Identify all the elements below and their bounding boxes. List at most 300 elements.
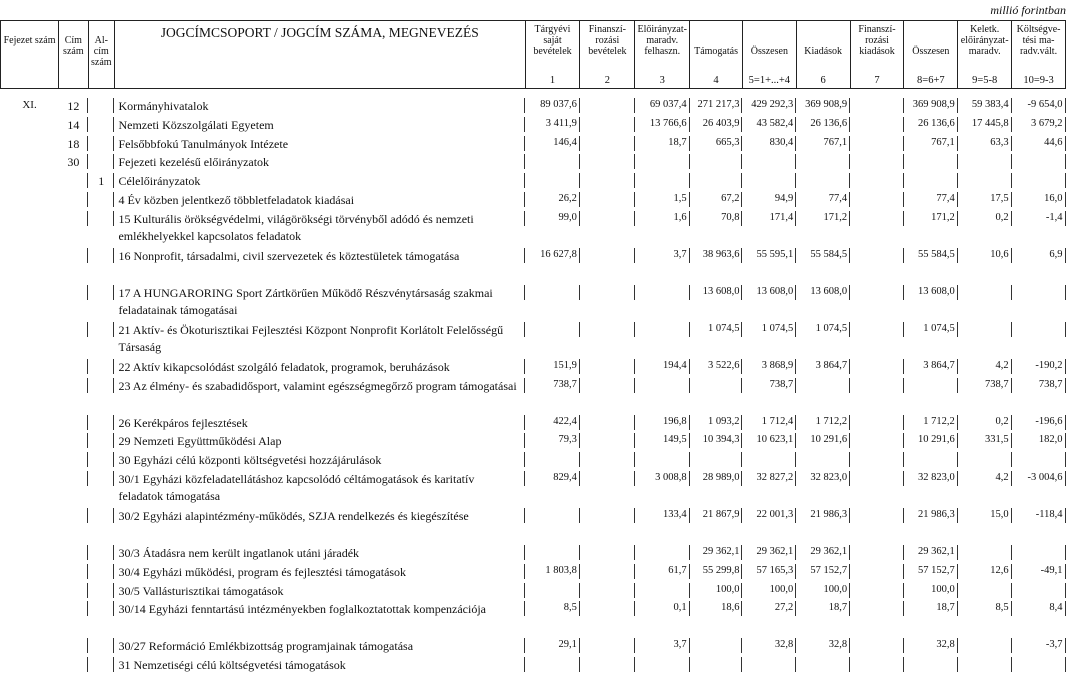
value-cell-col-3: 149,5 (635, 432, 690, 451)
header-col-number: 7 (874, 75, 880, 86)
value-cell-col-10: 16,0 (1012, 191, 1066, 210)
value-cell-col-9: 59 383,4 (958, 97, 1012, 116)
value-cell-col-5: 830,4 (742, 135, 796, 154)
value-cell-col-2 (580, 544, 635, 563)
value-cell-col-7 (850, 414, 904, 433)
cim-cell (59, 247, 89, 284)
fejezet-cell (1, 116, 59, 135)
cim-cell: 14 (59, 116, 89, 135)
table-row (1, 470, 1066, 507)
fejezet-cell (1, 544, 59, 563)
value-cell-col-7 (850, 432, 904, 451)
value-cell-col-10 (1012, 153, 1066, 172)
value-cell-col-5: 738,7 (742, 377, 796, 414)
cim-cell (59, 432, 89, 451)
cim-cell (59, 191, 89, 210)
header-col-9 (958, 21, 1012, 89)
alcim-cell (88, 284, 114, 321)
value-cell-col-2 (580, 153, 635, 172)
value-cell-col-4: 271 217,3 (690, 97, 743, 116)
header-title: JOGCÍMCSOPORT / JOGCÍM SZÁMA, MEGNEVEZÉS (114, 21, 525, 89)
value-cell-col-8: 100,0 (904, 582, 958, 601)
value-cell-col-10 (1012, 582, 1066, 601)
value-cell-col-5: 94,9 (742, 191, 796, 210)
value-cell-col-5: 13 608,0 (742, 284, 796, 321)
value-cell-col-2 (580, 135, 635, 154)
value-cell-col-7 (850, 321, 904, 358)
table-row (1, 414, 1066, 433)
header-col-5 (742, 21, 796, 89)
table-row (1, 153, 1066, 172)
fejezet-cell (1, 210, 59, 247)
header-col-3 (635, 21, 690, 89)
value-cell-col-1 (525, 656, 580, 675)
name-cell: 21 Aktív- és Ökoturisztikai Fejlesztési Központ Nonprofit Korlátolt Felelősségű Társaság (114, 321, 525, 358)
value-cell-col-2 (580, 172, 635, 191)
alcim-cell (88, 321, 114, 358)
value-cell-col-5 (742, 656, 796, 675)
name-cell: 22 Aktív kikapcsolódást szolgáló feladatok, programok, beruházások (114, 358, 525, 377)
value-cell-col-5: 22 001,3 (742, 507, 796, 544)
cim-cell: 12 (59, 97, 89, 116)
value-cell-col-7 (850, 116, 904, 135)
value-cell-col-5 (742, 451, 796, 470)
value-cell-col-6: 32,8 (796, 637, 850, 656)
cim-cell (59, 582, 89, 601)
value-cell-col-6: 100,0 (796, 582, 850, 601)
name-cell: Fejezeti kezelésű előirányzatok (114, 153, 525, 172)
cim-cell (59, 172, 89, 191)
value-cell-col-4 (690, 451, 743, 470)
value-cell-col-4: 29 362,1 (690, 544, 743, 563)
value-cell-col-3: 69 037,4 (635, 97, 690, 116)
value-cell-col-9 (958, 153, 1012, 172)
alcim-cell (88, 358, 114, 377)
header-col-8 (904, 21, 958, 89)
value-cell-col-10: -3,7 (1012, 637, 1066, 656)
value-cell-col-7 (850, 582, 904, 601)
value-cell-col-10 (1012, 451, 1066, 470)
value-cell-col-5: 29 362,1 (742, 544, 796, 563)
unit-label: millió forintban (990, 3, 1066, 17)
value-cell-col-9 (958, 582, 1012, 601)
cim-cell (59, 414, 89, 433)
value-cell-col-4: 28 989,0 (690, 470, 743, 507)
value-cell-col-8 (904, 377, 958, 414)
value-cell-col-7 (850, 656, 904, 675)
value-cell-col-8: 369 908,9 (904, 97, 958, 116)
value-cell-col-10 (1012, 544, 1066, 563)
fejezet-cell (1, 600, 59, 637)
table-row (1, 544, 1066, 563)
fejezet-cell: XI. (22, 99, 37, 111)
header-col-6 (796, 21, 850, 89)
name-cell: 4 Év közben jelentkező többletfeladatok kiadásai (114, 191, 525, 210)
value-cell-col-9 (958, 284, 1012, 321)
fejezet-cell (1, 432, 59, 451)
value-cell-col-4 (690, 153, 743, 172)
table-row (1, 582, 1066, 601)
header-col-number: 10=9-3 (1023, 75, 1054, 86)
header-alcim: Al-cím szám (88, 21, 114, 89)
cim-cell (59, 507, 89, 544)
alcim-cell: 1 (88, 172, 114, 191)
name-cell: 30/2 Egyházi alapintézmény-működés, SZJA rendelkezés és kiegészítése (114, 507, 525, 544)
value-cell-col-10: 3 679,2 (1012, 116, 1066, 135)
value-cell-col-1: 1 803,8 (525, 563, 580, 582)
value-cell-col-6 (796, 153, 850, 172)
cim-cell (59, 377, 89, 414)
header-cim: Cím szám (59, 21, 89, 89)
value-cell-col-6 (796, 451, 850, 470)
value-cell-col-10: -196,6 (1012, 414, 1066, 433)
value-cell-col-5: 171,4 (742, 210, 796, 247)
fejezet-cell (1, 247, 59, 284)
value-cell-col-9: 0,2 (958, 414, 1012, 433)
value-cell-col-8: 55 584,5 (904, 247, 958, 284)
name-cell: 30/4 Egyházi működési, program és fejlesztési támogatások (114, 563, 525, 582)
value-cell-col-10: -1,4 (1012, 210, 1066, 247)
header-row (1, 21, 1066, 89)
value-cell-col-3 (635, 377, 690, 414)
cim-cell (59, 321, 89, 358)
alcim-cell (88, 135, 114, 154)
value-cell-col-5: 57 165,3 (742, 563, 796, 582)
value-cell-col-1: 79,3 (525, 432, 580, 451)
value-cell-col-1 (525, 507, 580, 544)
value-cell-col-7 (850, 284, 904, 321)
header-fejezet: Fejezet szám (1, 21, 59, 89)
header-col-1 (525, 21, 580, 89)
name-cell: Nemzeti Közszolgálati Egyetem (114, 116, 525, 135)
cim-cell (59, 544, 89, 563)
value-cell-col-1: 8,5 (525, 600, 580, 637)
header-col-4 (690, 21, 743, 89)
value-cell-col-5: 1 074,5 (742, 321, 796, 358)
value-cell-col-1: 29,1 (525, 637, 580, 656)
value-cell-col-9: 17,5 (958, 191, 1012, 210)
fejezet-cell (1, 451, 59, 470)
table-row (1, 116, 1066, 135)
alcim-cell (88, 377, 114, 414)
value-cell-col-2 (580, 600, 635, 637)
value-cell-col-7 (850, 135, 904, 154)
value-cell-col-7 (850, 247, 904, 284)
table-row (1, 656, 1066, 675)
alcim-cell (88, 600, 114, 637)
value-cell-col-1 (525, 153, 580, 172)
value-cell-col-3 (635, 656, 690, 675)
header-col-number: 6 (820, 75, 826, 86)
value-cell-col-3: 194,4 (635, 358, 690, 377)
header-col-label: Kiadások (804, 46, 843, 57)
value-cell-col-8: 1 712,2 (904, 414, 958, 433)
cim-cell (59, 470, 89, 507)
value-cell-col-2 (580, 507, 635, 544)
value-cell-col-9 (958, 321, 1012, 358)
value-cell-col-2 (580, 432, 635, 451)
value-cell-col-6: 29 362,1 (796, 544, 850, 563)
header-col-number: 9=5-8 (972, 75, 998, 86)
value-cell-col-9: 4,2 (958, 470, 1012, 507)
value-cell-col-8: 1 074,5 (904, 321, 958, 358)
cim-cell: 30 (59, 153, 89, 172)
cim-cell (59, 600, 89, 637)
value-cell-col-6 (796, 377, 850, 414)
table-row (1, 172, 1066, 191)
alcim-cell (88, 470, 114, 507)
name-cell: 29 Nemzeti Együttműködési Alap (114, 432, 525, 451)
value-cell-col-2 (580, 321, 635, 358)
value-cell-col-10: -9 654,0 (1012, 97, 1066, 116)
value-cell-col-6: 767,1 (796, 135, 850, 154)
header-col-7 (850, 21, 904, 89)
alcim-cell (88, 507, 114, 544)
value-cell-col-8: 21 986,3 (904, 507, 958, 544)
value-cell-col-8 (904, 656, 958, 675)
header-col-number: 4 (713, 75, 719, 86)
value-cell-col-3 (635, 153, 690, 172)
value-cell-col-6: 26 136,6 (796, 116, 850, 135)
value-cell-col-1: 738,7 (525, 377, 580, 414)
alcim-cell (88, 432, 114, 451)
value-cell-col-1: 16 627,8 (525, 247, 580, 284)
value-cell-col-7 (850, 544, 904, 563)
header-col-label: Finanszí-rozási bevételek (588, 24, 627, 57)
value-cell-col-4: 100,0 (690, 582, 743, 601)
value-cell-col-7 (850, 507, 904, 544)
value-cell-col-3: 3,7 (635, 637, 690, 656)
fejezet-cell (1, 414, 59, 433)
value-cell-col-6 (796, 656, 850, 675)
value-cell-col-6: 77,4 (796, 191, 850, 210)
value-cell-col-6: 369 908,9 (796, 97, 850, 116)
value-cell-col-2 (580, 582, 635, 601)
value-cell-col-7 (850, 470, 904, 507)
cim-cell (59, 284, 89, 321)
fejezet-cell (1, 172, 59, 191)
fejezet-cell (1, 135, 59, 154)
value-cell-col-5: 429 292,3 (742, 97, 796, 116)
fejezet-cell (1, 191, 59, 210)
value-cell-col-4: 70,8 (690, 210, 743, 247)
value-cell-col-5: 10 623,1 (742, 432, 796, 451)
value-cell-col-1 (525, 284, 580, 321)
value-cell-col-6: 55 584,5 (796, 247, 850, 284)
alcim-cell (88, 414, 114, 433)
value-cell-col-9 (958, 172, 1012, 191)
value-cell-col-3: 61,7 (635, 563, 690, 582)
cim-cell: 18 (59, 135, 89, 154)
table-row (1, 432, 1066, 451)
value-cell-col-10 (1012, 284, 1066, 321)
cim-cell (59, 358, 89, 377)
name-cell: Célelőirányzatok (114, 172, 525, 191)
value-cell-col-2 (580, 358, 635, 377)
value-cell-col-9: 17 445,8 (958, 116, 1012, 135)
value-cell-col-3 (635, 172, 690, 191)
name-cell: 30/5 Vallásturisztikai támogatások (114, 582, 525, 601)
value-cell-col-4: 1 074,5 (690, 321, 743, 358)
table-row (1, 247, 1066, 284)
value-cell-col-9: 4,2 (958, 358, 1012, 377)
value-cell-col-9: 12,6 (958, 563, 1012, 582)
value-cell-col-9: 331,5 (958, 432, 1012, 451)
value-cell-col-8: 18,7 (904, 600, 958, 637)
value-cell-col-8 (904, 172, 958, 191)
value-cell-col-6: 1 074,5 (796, 321, 850, 358)
value-cell-col-1: 3 411,9 (525, 116, 580, 135)
alcim-cell (88, 544, 114, 563)
value-cell-col-3: 13 766,6 (635, 116, 690, 135)
value-cell-col-1 (525, 582, 580, 601)
value-cell-col-4 (690, 172, 743, 191)
value-cell-col-7 (850, 153, 904, 172)
table-row (1, 563, 1066, 582)
value-cell-col-6: 32 823,0 (796, 470, 850, 507)
alcim-cell (88, 153, 114, 172)
value-cell-col-6: 21 986,3 (796, 507, 850, 544)
value-cell-col-1: 422,4 (525, 414, 580, 433)
value-cell-col-8: 171,2 (904, 210, 958, 247)
value-cell-col-6: 3 864,7 (796, 358, 850, 377)
table-row (1, 358, 1066, 377)
cim-cell (59, 563, 89, 582)
cim-cell (59, 637, 89, 656)
value-cell-col-7 (850, 637, 904, 656)
value-cell-col-4: 21 867,9 (690, 507, 743, 544)
header-col-label: Finanszí-rozási kiadások (858, 24, 896, 57)
header-col-number: 5=1+...+4 (748, 75, 791, 86)
fejezet-cell (1, 656, 59, 675)
value-cell-col-10 (1012, 656, 1066, 675)
value-cell-col-8: 26 136,6 (904, 116, 958, 135)
table-row (1, 321, 1066, 358)
value-cell-col-3: 133,4 (635, 507, 690, 544)
header-col-label: Összesen (750, 46, 788, 57)
header-col-label: Költségve-tési ma-radv.vált. (1016, 24, 1061, 57)
value-cell-col-5 (742, 153, 796, 172)
name-cell: 30/1 Egyházi közfeladatellátáshoz kapcsolódó céltámogatások és karitatív feladatok támogatása (114, 470, 525, 507)
value-cell-col-2 (580, 656, 635, 675)
value-cell-col-6: 18,7 (796, 600, 850, 637)
value-cell-col-7 (850, 563, 904, 582)
value-cell-col-3: 18,7 (635, 135, 690, 154)
value-cell-col-3 (635, 582, 690, 601)
value-cell-col-8: 57 152,7 (904, 563, 958, 582)
value-cell-col-9 (958, 544, 1012, 563)
value-cell-col-8: 32,8 (904, 637, 958, 656)
value-cell-col-10: 44,6 (1012, 135, 1066, 154)
fejezet-cell (1, 563, 59, 582)
header-col-number: 3 (659, 75, 665, 86)
fejezet-cell (1, 377, 59, 414)
table-row (1, 97, 1066, 116)
value-cell-col-4: 665,3 (690, 135, 743, 154)
value-cell-col-10: 182,0 (1012, 432, 1066, 451)
table-row (1, 600, 1066, 637)
value-cell-col-7 (850, 451, 904, 470)
value-cell-col-4: 55 299,8 (690, 563, 743, 582)
value-cell-col-8 (904, 153, 958, 172)
alcim-cell (88, 451, 114, 470)
value-cell-col-6: 13 608,0 (796, 284, 850, 321)
value-cell-col-4 (690, 377, 743, 414)
value-cell-col-8: 32 823,0 (904, 470, 958, 507)
alcim-cell (88, 191, 114, 210)
value-cell-col-1 (525, 451, 580, 470)
value-cell-col-3: 3,7 (635, 247, 690, 284)
value-cell-col-4 (690, 637, 743, 656)
value-cell-col-2 (580, 563, 635, 582)
cim-cell (59, 210, 89, 247)
value-cell-col-8: 10 291,6 (904, 432, 958, 451)
value-cell-col-5: 27,2 (742, 600, 796, 637)
value-cell-col-4: 38 963,6 (690, 247, 743, 284)
value-cell-col-2 (580, 470, 635, 507)
value-cell-col-5: 32,8 (742, 637, 796, 656)
value-cell-col-7 (850, 377, 904, 414)
fejezet-cell (1, 358, 59, 377)
value-cell-col-9 (958, 637, 1012, 656)
value-cell-col-7 (850, 600, 904, 637)
value-cell-col-8 (904, 451, 958, 470)
value-cell-col-9 (958, 656, 1012, 675)
value-cell-col-10: -118,4 (1012, 507, 1066, 544)
table-row (1, 284, 1066, 321)
cim-cell (59, 451, 89, 470)
fejezet-cell (1, 470, 59, 507)
value-cell-col-10: 6,9 (1012, 247, 1066, 284)
name-cell: 15 Kulturális örökségvédelmi, világörökségi törvényből adódó és nemzeti emlékhelyekkel kapcsolatos feladatok (114, 210, 525, 247)
value-cell-col-3: 1,6 (635, 210, 690, 247)
fejezet-cell (1, 321, 59, 358)
header-col-label: Támogatás (694, 46, 738, 57)
value-cell-col-10: -49,1 (1012, 563, 1066, 582)
name-cell: 16 Nonprofit, társadalmi, civil szervezetek és köztestületek támogatása (114, 247, 525, 284)
fejezet-cell (1, 507, 59, 544)
name-cell: 30/14 Egyházi fenntartású intézményekben foglalkoztatottak kompenzációja (114, 600, 525, 637)
name-cell: Kormányhivatalok (114, 97, 525, 116)
fejezet-cell (1, 284, 59, 321)
value-cell-col-1: 146,4 (525, 135, 580, 154)
value-cell-col-8: 29 362,1 (904, 544, 958, 563)
value-cell-col-7 (850, 172, 904, 191)
value-cell-col-8: 13 608,0 (904, 284, 958, 321)
header-col-label: Keletk. előirányzat-maradv. (960, 24, 1009, 57)
value-cell-col-3: 196,8 (635, 414, 690, 433)
table-row (1, 507, 1066, 544)
value-cell-col-2 (580, 247, 635, 284)
budget-table (0, 20, 1066, 675)
value-cell-col-8: 77,4 (904, 191, 958, 210)
value-cell-col-4: 18,6 (690, 600, 743, 637)
value-cell-col-8: 3 864,7 (904, 358, 958, 377)
header-col-10 (1012, 21, 1066, 89)
value-cell-col-5: 1 712,4 (742, 414, 796, 433)
header-col-label: Összesen (912, 46, 950, 57)
value-cell-col-9: 8,5 (958, 600, 1012, 637)
value-cell-col-3 (635, 321, 690, 358)
table-row (1, 135, 1066, 154)
value-cell-col-2 (580, 210, 635, 247)
value-cell-col-1 (525, 321, 580, 358)
value-cell-col-3: 0,1 (635, 600, 690, 637)
value-cell-col-5: 43 582,4 (742, 116, 796, 135)
value-cell-col-5: 55 595,1 (742, 247, 796, 284)
table-row (1, 637, 1066, 656)
value-cell-col-10 (1012, 321, 1066, 358)
